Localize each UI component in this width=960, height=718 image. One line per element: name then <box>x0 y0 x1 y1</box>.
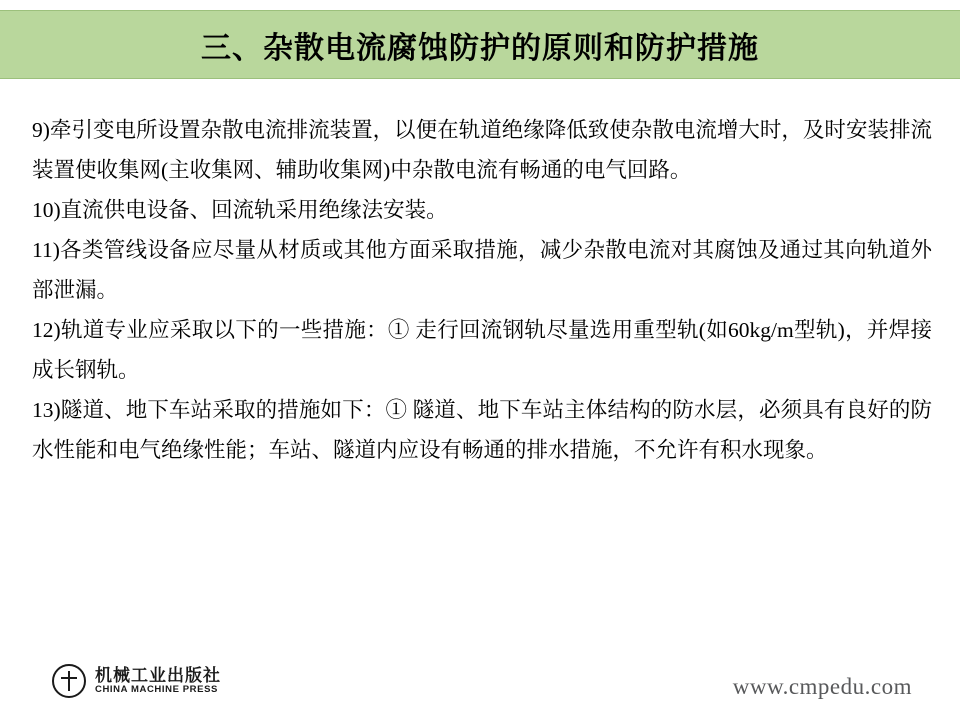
body-paragraph: 9)牵引变电所设置杂散电流排流装置，以便在轨道绝缘降低致使杂散电流增大时，及时安装排流装置使收集网(主收集网、辅助收集网)中杂散电流有畅通的电气回路。 <box>32 118 932 182</box>
slide-body <box>32 110 932 610</box>
publisher-name <box>95 667 221 695</box>
slide-footer <box>0 632 960 718</box>
page-title: 三、杂散电流腐蚀防护的原则和防护措施 <box>201 31 759 65</box>
publisher-name-cn: 机械工业出版社 <box>95 666 221 686</box>
body-paragraph: 13)隧道、地下车站采取的措施如下：① 隧道、地下车站主体结构的防水层，必须具有良好的防水性能和电气绝缘性能；车站、隧道内应设有畅通的排水措施，不允许有积水现象。 <box>32 398 932 462</box>
body-paragraph: 11)各类管线设备应尽量从材质或其他方面采取措施，减少杂散电流对其腐蚀及通过其向轨道外部泄漏。 <box>32 238 932 302</box>
body-paragraph: 12)轨道专业应采取以下的一些措施：① 走行回流钢轨尽量选用重型轨(如60kg/m型轨)，并焊接成长钢轨。 <box>32 318 932 382</box>
publisher-logo <box>52 664 221 698</box>
website-url: www.cmpedu.com <box>732 674 912 699</box>
publisher-name-en: CHINA MACHINE PRESS <box>95 683 218 695</box>
slide-title-bar <box>0 10 960 79</box>
press-emblem-icon <box>52 664 86 698</box>
body-paragraph: 10)直流供电设备、回流轨采用绝缘法安装。 <box>32 198 448 222</box>
